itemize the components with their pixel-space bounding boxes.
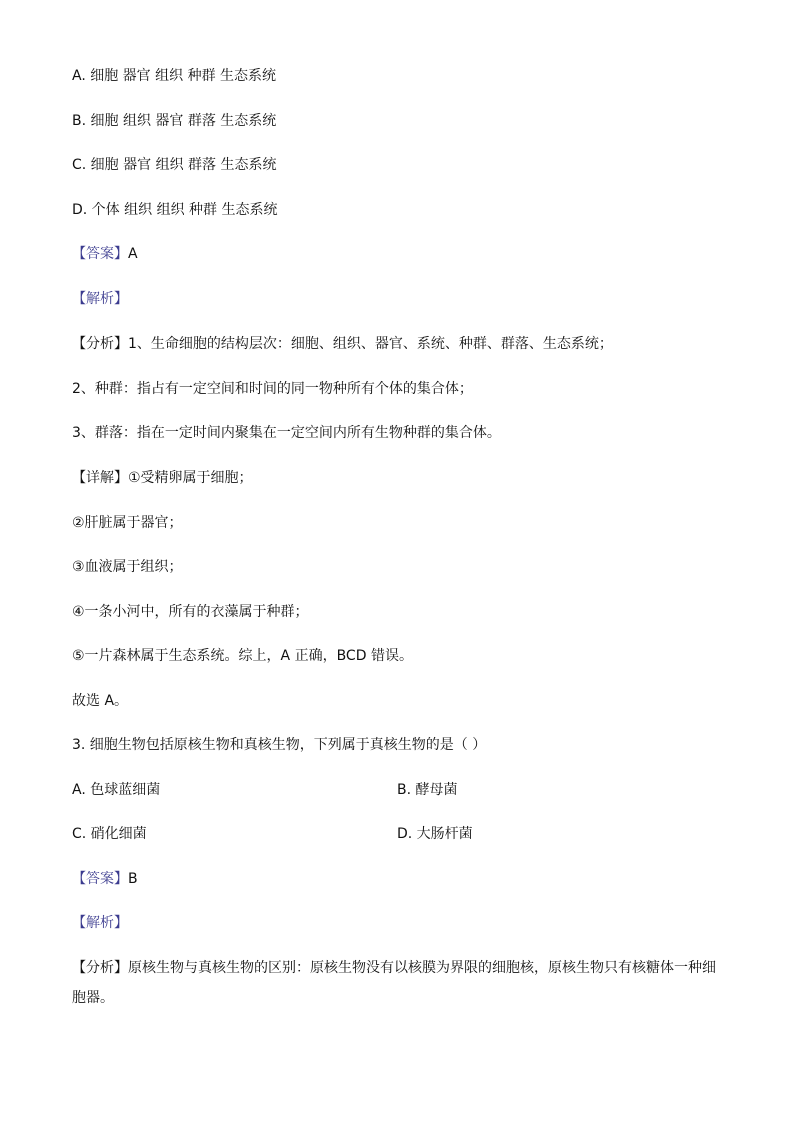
- q2-analysis-line-2: 2、种群：指占有一定空间和时间的同一物种所有个体的集合体；: [72, 381, 473, 397]
- detail-tag: 【详解】: [72, 470, 128, 486]
- q3-analysis-paragraph: [72, 953, 722, 1013]
- q2-detail-item-5: ⑤一片森林属于生态系统。综上，A 正确，BCD 错误。: [72, 648, 413, 664]
- q2-option-b: B. 细胞 组织 器官 群落 生态系统: [72, 113, 277, 129]
- q3-stem: 3. 细胞生物包括原核生物和真核生物，下列属于真核生物的是（ ）: [72, 737, 487, 753]
- q2-detail-line: [72, 468, 253, 488]
- q2-jiexi-heading: 【解析】: [72, 291, 128, 307]
- q2-answer-line: [72, 244, 138, 264]
- answer-tag: 【答案】: [72, 871, 128, 887]
- q2-choose-line: 故选 A。: [72, 693, 129, 709]
- detail-text: ①受精卵属于细胞；: [128, 470, 253, 486]
- analysis-tag: 【分析】: [72, 960, 128, 976]
- q3-option-b: B. 酵母菌: [397, 782, 458, 798]
- q2-detail-item-2: ②肝脏属于器官；: [72, 515, 183, 531]
- q2-detail-item-3: ③血液属于组织；: [72, 559, 183, 575]
- q3-option-d: D. 大肠杆菌: [397, 826, 473, 842]
- q2-option-c: C. 细胞 器官 组织 群落 生态系统: [72, 157, 277, 173]
- q2-analysis-line-3: 3、群落：指在一定时间内聚集在一定空间内所有生物种群的集合体。: [72, 425, 501, 441]
- q2-option-d: D. 个体 组织 组织 种群 生态系统: [72, 202, 278, 218]
- answer-tag: 【答案】: [72, 246, 128, 262]
- analysis-tag: 【分析】: [72, 336, 128, 352]
- analysis-text: 原核生物与真核生物的区别：原核生物没有以核膜为界限的细胞核，原核生物只有核糖体一种细胞器。: [72, 960, 716, 1006]
- q3-option-a: A. 色球蓝细菌: [72, 782, 161, 798]
- answer-value: B: [128, 871, 138, 887]
- q3-option-c: C. 硝化细菌: [72, 826, 147, 842]
- q2-detail-item-4: ④一条小河中，所有的衣藻属于种群；: [72, 604, 309, 620]
- analysis-text: 1、生命细胞的结构层次：细胞、组织、器官、系统、种群、群落、生态系统；: [128, 336, 613, 352]
- q2-option-a: A. 细胞 器官 组织 种群 生态系统: [72, 68, 277, 84]
- q2-analysis-line: [72, 334, 613, 354]
- q3-answer-line: [72, 869, 138, 889]
- answer-value: A: [128, 246, 138, 262]
- q3-jiexi-heading: 【解析】: [72, 915, 128, 931]
